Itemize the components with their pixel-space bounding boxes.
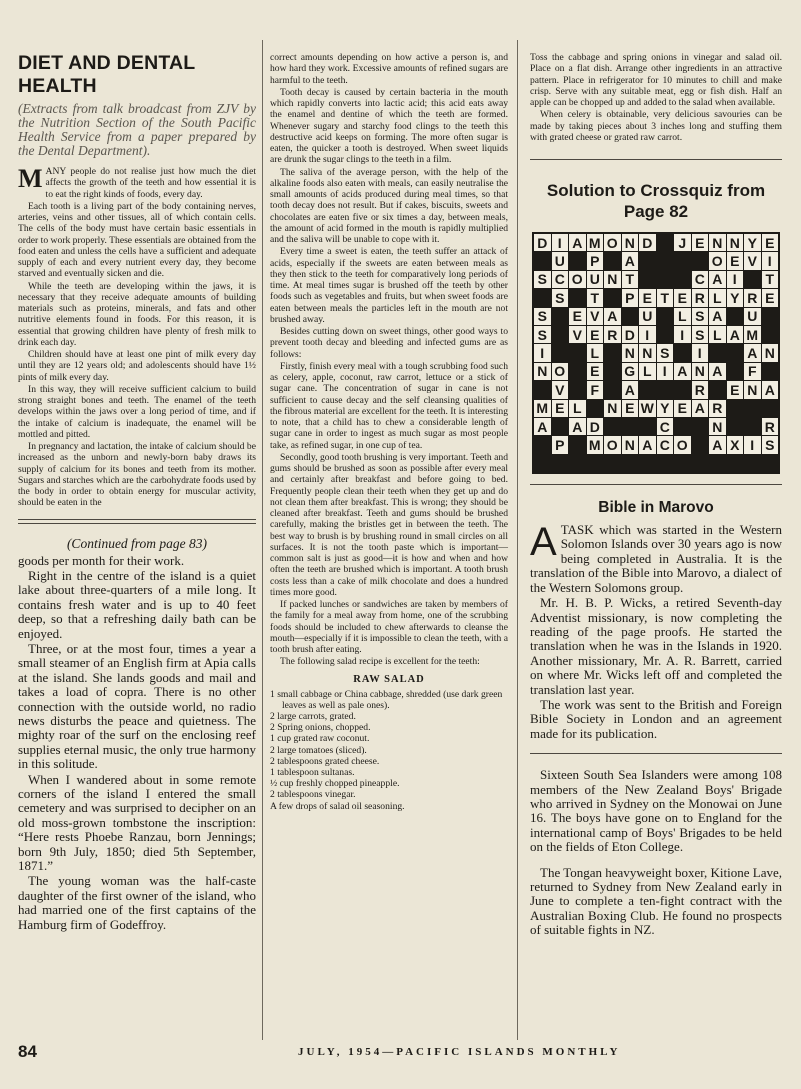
- crossword-cell: A: [709, 308, 726, 325]
- recipe-item: ½ cup freshly chopped pineapple.: [270, 778, 400, 790]
- crossword-cell: V: [744, 252, 761, 269]
- crossword-cell: T: [657, 289, 674, 306]
- crossword-cell: E: [762, 234, 779, 251]
- crossword-cell: T: [622, 271, 639, 288]
- crossword-cell: L: [569, 400, 586, 417]
- crossword-cell: R: [762, 418, 779, 435]
- crossword-cell: V: [552, 381, 569, 398]
- crossword-block: [692, 418, 709, 435]
- recipe-item: 1 cup grated raw coconut.: [270, 733, 370, 745]
- article-paragraph: In pregnancy and lactation, the intake of calcium should be increased as the unborn and newly-born baby draws its supply of calcium for its bones and teeth from its mother. Sugars and starches which are the carbohydrate foods used by the body in order to obtain energy for muscular activity, should be eaten in the: [18, 441, 256, 509]
- crossword-block: [727, 418, 744, 435]
- article-paragraph: While the teeth are developing within the jaws, it is necessary that they receive adequate amounts of building materials such as proteins, minerals, and fats and other nutritive elements found in foods. For this reason, it is essential that growing children have plenty of fresh milk to drink each day.: [18, 280, 256, 348]
- crossword-cell: L: [709, 326, 726, 343]
- crossword-block: [622, 308, 639, 325]
- crossword-cell: M: [587, 234, 604, 251]
- crossword-cell: U: [587, 271, 604, 288]
- column-rule: [517, 40, 518, 1040]
- page-number: 84: [18, 1042, 37, 1061]
- crossword-cell: C: [552, 271, 569, 288]
- news-paragraph: The Tongan heavyweight boxer, Kitione Lave, returned to Sydney from New Zealand early in June to complete a ten-fight contract with the Australian Boxing Club. He found no prospects of suitable fights in NZ.: [530, 864, 783, 938]
- crossword-cell: E: [727, 252, 744, 269]
- crossword-block: [569, 344, 586, 361]
- crossword-cell: R: [692, 289, 709, 306]
- crossword-cell: O: [674, 436, 691, 453]
- crossword-block: [744, 418, 761, 435]
- crossword-cell: E: [569, 308, 586, 325]
- crossword-cell: T: [587, 289, 604, 306]
- crossword-cell: R: [709, 400, 726, 417]
- crossword-block: [762, 326, 779, 343]
- crossword-cell: N: [622, 234, 639, 251]
- crossword-cell: M: [744, 326, 761, 343]
- crossword-block: [604, 344, 621, 361]
- crossword-block: [657, 381, 674, 398]
- crossword-block: [534, 436, 551, 453]
- crossword-block: [657, 234, 674, 251]
- crossword-cell: A: [692, 400, 709, 417]
- section-divider: [530, 484, 782, 485]
- article-paragraph: Right in the centre of the island is a quiet lake about three-quarters of a mile long. It contains fresh water and is up to 40 feet deep, so that a refreshing daily bath can be enjoyed.: [18, 567, 256, 641]
- crossword-block: [727, 400, 744, 417]
- crossword-cell: S: [534, 326, 551, 343]
- section-divider: [530, 159, 782, 160]
- crossword-cell: I: [657, 363, 674, 380]
- crossword-block: [744, 271, 761, 288]
- crossword-cell: A: [744, 344, 761, 361]
- crossword-cell: A: [762, 381, 779, 398]
- crossword-cell: V: [587, 308, 604, 325]
- crossword-cell: E: [587, 326, 604, 343]
- recipe-item: 1 small cabbage or China cabbage, shredded (use dark green leaves as well as pale ones).: [270, 688, 503, 711]
- crossword-cell: I: [552, 234, 569, 251]
- article-paragraph: The following salad recipe is excellent for the teeth:: [280, 656, 480, 668]
- crossword-cell: C: [657, 418, 674, 435]
- crossword-cell: E: [674, 400, 691, 417]
- crossword-cell: A: [622, 252, 639, 269]
- crossword-block: [604, 289, 621, 306]
- crossword-cell: L: [639, 363, 656, 380]
- bible-title: Bible in Marovo: [598, 499, 714, 517]
- crossword-cell: I: [692, 344, 709, 361]
- crossword-cell: N: [762, 344, 779, 361]
- article-paragraph: goods per month for their work.: [18, 552, 185, 568]
- crossword-block: [709, 381, 726, 398]
- crossword-cell: N: [622, 436, 639, 453]
- crossword-cell: N: [692, 363, 709, 380]
- crossword-cell: R: [692, 381, 709, 398]
- crossword-cell: O: [552, 363, 569, 380]
- crossword-cell: S: [534, 271, 551, 288]
- article-paragraph: The young woman was the half-caste daughter of the first owner of the island, who had married one of the first captains of the Hamburg firm of Godeffroy.: [18, 873, 256, 932]
- crossword-cell: I: [639, 326, 656, 343]
- article-paragraph: Three, or at the most four, times a year a small steamer of an English firm at Apia calls at the island. She lands goods and mail and takes a load of copra. There is no other connection with the outside world, no radio news disturbs the peace and quietness. The mighty roar of the surf on the enclosing reef supplies eternal music, the only true harmony in this solitude.: [18, 640, 256, 772]
- crossword-block: [552, 308, 569, 325]
- crossword-cell: O: [709, 252, 726, 269]
- crossword-cell: D: [534, 234, 551, 251]
- article-intro: (Extracts from talk broadcast from ZJV by the Nutrition Section of the South Pacific Health Service from a paper prepared by the Dental Department).: [18, 101, 256, 158]
- crossword-block: [569, 252, 586, 269]
- crossword-cell: U: [744, 308, 761, 325]
- article-paragraph: When celery is obtainable, very delicious savouries can be made by taking pieces about 3 inches long and stuffing them with grated cheese or grated raw carrot.: [530, 109, 782, 143]
- crossword-grid: [532, 232, 780, 474]
- drop-cap: M: [18, 164, 43, 193]
- crossword-block: [692, 436, 709, 453]
- crossword-cell: T: [762, 271, 779, 288]
- crossword-cell: E: [587, 363, 604, 380]
- crossword-cell: R: [744, 289, 761, 306]
- crossword-cell: A: [709, 363, 726, 380]
- crossword-cell: A: [622, 381, 639, 398]
- crossword-cell: F: [587, 381, 604, 398]
- crossword-cell: L: [709, 289, 726, 306]
- crossword-cell: N: [622, 344, 639, 361]
- article-paragraph: Children should have at least one pint of milk every day until they are 12 years old; and adolescents should have 1½ pints of milk every day.: [18, 349, 256, 383]
- recipe-item: 2 large tomatoes (sliced).: [270, 744, 367, 756]
- article-paragraph: Toss the cabbage and spring onions in vinegar and salad oil. Place on a flat dish. Arrange other ingredients in an attractive pattern. Place in refrigerator for 10 minutes to chill and make crisp. Serve with any suitable meat, egg or fish dish. Half an apple can be chopped up and added to the salad when available.: [530, 52, 782, 108]
- crossword-cell: E: [552, 400, 569, 417]
- article-paragraph: ATASK which was started in the Western Solomon Islands over 30 years ago is now being completed in Australia. It is the translation of the Bible into Marovo, a dialect of the Western Solomons group.: [530, 520, 782, 595]
- crossword-cell: S: [657, 344, 674, 361]
- article-paragraph: Firstly, finish every meal with a tough scrubbing food such as celery, apple, coconut, raw carrot, lettuce or a stick of sugar cane. The concentration of sugar in cane is not sufficient to cause decay and the self cleansing qualities of the fibrous material are excellent for the teeth. It is interesting to note, that a child has to chew a considerable length of sugar cane in order to ingest as much sugar as most people take, as refined sugar, in one cup of tea.: [270, 360, 508, 451]
- crossword-cell: I: [744, 436, 761, 453]
- running-head: JULY, 1954—PACIFIC ISLANDS MONTHLY: [298, 1046, 621, 1058]
- crossword-cell: Y: [727, 289, 744, 306]
- crossword-block: [534, 252, 551, 269]
- crossword-cell: O: [604, 436, 621, 453]
- crossword-block: [762, 363, 779, 380]
- crossword-cell: P: [552, 436, 569, 453]
- article-paragraph: The saliva of the average person, with the help of the alkaline foods also eaten with meals, can easily neutralise the small amounts of acids produced during meal times, so that tooth decay does not result. But if cakes, biscuits, sweets and chocolates are eaten five or six times a day, between meals, the amount of acid formed in the mouth is rapidly multiplied and the saliva will be unable to cope with it.: [270, 166, 508, 245]
- crossword-cell: A: [534, 418, 551, 435]
- recipe-item: 2 tablespoons vinegar.: [270, 789, 356, 801]
- crossword-cell: N: [639, 344, 656, 361]
- crossword-cell: C: [657, 436, 674, 453]
- crossword-cell: E: [727, 381, 744, 398]
- crossword-cell: V: [569, 326, 586, 343]
- crossword-block: [604, 252, 621, 269]
- crossword-cell: X: [727, 436, 744, 453]
- crossword-cell: A: [709, 436, 726, 453]
- crossword-block: [657, 252, 674, 269]
- crossword-block: [534, 455, 551, 472]
- drop-cap: A: [530, 520, 557, 565]
- crossword-cell: C: [692, 271, 709, 288]
- crossword-block: [674, 271, 691, 288]
- recipe-item: 2 Spring onions, chopped.: [270, 722, 371, 734]
- crossword-cell: G: [622, 363, 639, 380]
- article-paragraph: Tooth decay is caused by certain bacteria in the mouth which rapidly converts into lactic acid; this acid eats away the enamel and dentine of which the teeth are formed. Whenever sugary and starchy food clings to the teeth this destructive acid keeps on forming. The more often sugar is eaten, the quicker a tooth is destroyed. When sweet liquids are drunk the sugar clings to the teeth in a film.: [270, 86, 508, 166]
- recipe-item: A few drops of salad oil seasoning.: [270, 800, 405, 812]
- crossword-block: [674, 252, 691, 269]
- crossword-cell: N: [604, 400, 621, 417]
- column-middle: [270, 52, 508, 812]
- crossword-block: [674, 344, 691, 361]
- crossword-cell: M: [534, 400, 551, 417]
- crossword-block: [552, 326, 569, 343]
- crossword-cell: O: [569, 271, 586, 288]
- section-divider: [530, 753, 782, 754]
- crossword-block: [762, 400, 779, 417]
- column-rule: [262, 40, 263, 1040]
- crossword-block: [569, 289, 586, 306]
- crossword-cell: A: [674, 363, 691, 380]
- crossword-cell: W: [640, 400, 654, 417]
- crossword-cell: S: [762, 436, 779, 453]
- recipe-list: [270, 689, 508, 812]
- article-paragraph: correct amounts depending on how active a person is, and how hard they work. Excessive amounts of refined sugars are harmful to the teeth.: [270, 52, 508, 86]
- crossword-block: [534, 289, 551, 306]
- crossword-cell: I: [727, 271, 744, 288]
- crossword-cell: A: [604, 308, 621, 325]
- column-left: [18, 52, 256, 933]
- article-paragraph: Secondly, good tooth brushing is very important. Teeth and gums should be brushed as soon as possible after every meal and certainly after breakfast and before going to bed. Frequently people clean their teeth when they get up and do not clean them after breakfast. This is wrong; they should be cleaned after breakfast. Teeth and gums should be brushed carefully, making the bristles get in between the teeth. The best way to brush is by brushing round in small circles on all surfaces. It is not the tooth paste which is important—common salt is just as good—it is how and when and how often the teeth are brushed which is important. A tooth brush costs less than a cake of milk chocolate and does a hundred times more good.: [270, 451, 508, 598]
- crossword-cell: S: [534, 308, 551, 325]
- article-paragraph: Each tooth is a living part of the body containing nerves, arteries, veins and other tissues, all of which contain cells. The cells of the body must have certain basic essentials in order to work properly. These essentials are obtained from the food eaten and unless the cells have a sufficient and adequate supply of each and every nutrient every day, they become starved and eventually sicken and die.: [18, 200, 256, 280]
- crossword-cell: J: [674, 234, 691, 251]
- crossword-block: [657, 308, 674, 325]
- crossword-cell: E: [692, 234, 709, 251]
- crossword-cell: F: [744, 363, 761, 380]
- crossword-cell: U: [639, 308, 656, 325]
- article-paragraph: Mr. H. B. P. Wicks, a retired Seventh-day Adventist missionary, is now completing the reading of the page proofs. He started the translation when he was in the Islands in 1920. Another missionary, Mr. A. R. Barrett, carried on where Mr. Wicks left off and completed the translation last year.: [530, 595, 782, 697]
- crossword-cell: U: [552, 252, 569, 269]
- crossword-cell: N: [534, 363, 551, 380]
- crossword-cell: A: [569, 418, 586, 435]
- crossword-cell: E: [639, 289, 656, 306]
- crossword-block: [569, 363, 586, 380]
- crossword-block: [552, 418, 569, 435]
- article-paragraph: When I wandered about in some remote corners of the island I entered the small cemetery and was surprised to decipher on an old moss-grown tombstone the inscription: “Here rests Phoebe Ranzau, born Jennings; born 9th July, 1850; died 5th September, 1871.”: [18, 771, 256, 874]
- article-paragraph: If packed lunches or sandwiches are taken by members of the family for a meal away from home, one of the scrubbing foods should be included to chew afterwards to cleanse the mouth—especially if it is impossible to clean the teeth, with a tooth brush after eating.: [270, 599, 508, 655]
- crossword-cell: E: [674, 289, 691, 306]
- crossword-cell: A: [727, 326, 744, 343]
- continued-label: (Continued from page 83): [66, 535, 208, 551]
- recipe-item: 1 tablespoon sultanas.: [270, 766, 355, 778]
- crossword-block: [744, 400, 761, 417]
- crossword-block: [569, 436, 586, 453]
- crossword-cell: P: [587, 252, 604, 269]
- page-footer: [18, 1040, 783, 1070]
- crossword-cell: N: [604, 271, 621, 288]
- crossword-cell: L: [587, 344, 604, 361]
- article-paragraph: The work was sent to the British and Foreign Bible Society in London and an agreement made for its publication.: [530, 696, 782, 741]
- crossword-block: [622, 418, 639, 435]
- article-paragraph: MANY people do not realise just how much the diet affects the growth of the teeth and how essential it is to eat the right kinds of foods, every day.: [18, 164, 256, 200]
- crossword-block: [604, 381, 621, 398]
- crossword-block: [604, 418, 621, 435]
- crossword-cell: D: [587, 418, 604, 435]
- crossword-block: [639, 381, 656, 398]
- crossword-cell: D: [622, 326, 639, 343]
- crossword-block: [639, 418, 656, 435]
- crossword-block: [639, 252, 656, 269]
- crossword-block: [639, 271, 656, 288]
- crossword-cell: D: [639, 234, 656, 251]
- crossword-block: [674, 418, 691, 435]
- recipe-title: RAW SALAD: [353, 673, 425, 685]
- crossword-cell: Y: [744, 234, 761, 251]
- crossword-cell: P: [622, 289, 639, 306]
- crossword-cell: S: [692, 326, 709, 343]
- crossword-block: [709, 344, 726, 361]
- crossword-cell: A: [709, 271, 726, 288]
- news-paragraph: Sixteen South Sea Islanders were among 108 members of the New Zealand Boys' Brigade who arrived in Sydney on the Monowai on June 16. The boys have gone on to England for the international camp of Boys' Brigades to be held on the fields of Eton College.: [530, 767, 782, 855]
- crossword-block: [657, 326, 674, 343]
- column-right: [530, 52, 782, 939]
- crossword-block: [534, 381, 551, 398]
- crossword-cell: N: [709, 234, 726, 251]
- article-paragraph: In this way, they will receive sufficient calcium to build strong straight bones and teeth. The enamel of the teeth develops within the jaws over a long period of time, and if the intake of calcium is inadequate, the enamel will be mottled and pitted.: [18, 383, 256, 440]
- crossword-cell: L: [674, 308, 691, 325]
- crossword-block: [692, 252, 709, 269]
- crossword-cell: S: [552, 289, 569, 306]
- crossword-block: [727, 344, 744, 361]
- crossword-block: [727, 308, 744, 325]
- crossword-cell: I: [762, 252, 779, 269]
- crossword-cell: O: [604, 234, 621, 251]
- crossword-cell: Y: [657, 400, 674, 417]
- crossword-cell: N: [744, 381, 761, 398]
- recipe-item: 2 large carrots, grated.: [270, 710, 356, 722]
- crossword-block: [569, 381, 586, 398]
- crossword-block: [604, 363, 621, 380]
- crossword-cell: I: [534, 344, 551, 361]
- crossquiz-title: Solution to Crossquiz from Page 82: [546, 181, 766, 221]
- recipe-item: 2 tablespoons grated cheese.: [270, 755, 380, 767]
- crossword-cell: I: [674, 326, 691, 343]
- crossword-cell: E: [762, 289, 779, 306]
- crossword-cell: M: [587, 436, 604, 453]
- crossword-cell: E: [622, 400, 639, 417]
- crossword-cell: A: [569, 234, 586, 251]
- article-paragraph: Every time a sweet is eaten, the teeth suffer an attack of acids, especially if the sweets are eaten between meals as they then stick to the teeth for comparatively long periods of time. At meal times sugar is brushed off the teeth by other foods such as vegetables and fruits, but when sweet foods are eaten between meals the particles left in the mouth are not brushed away.: [270, 246, 508, 325]
- crossword-cell: N: [727, 234, 744, 251]
- section-divider: [18, 519, 256, 524]
- article-title: DIET AND DENTAL HEALTH: [18, 52, 196, 97]
- crossword-block: [552, 344, 569, 361]
- crossword-cell: A: [639, 436, 656, 453]
- crossword-cell: N: [709, 418, 726, 435]
- crossword-block: [657, 271, 674, 288]
- article-paragraph: Besides cutting down on sweet things, other good ways to prevent tooth decay and bleeding and infected gums are as follows:: [270, 326, 508, 360]
- crossword-block: [727, 363, 744, 380]
- crossword-block: [674, 381, 691, 398]
- crossword-cell: S: [692, 308, 709, 325]
- crossword-block: [762, 308, 779, 325]
- crossword-cell: R: [604, 326, 621, 343]
- crossword-block: [587, 400, 604, 417]
